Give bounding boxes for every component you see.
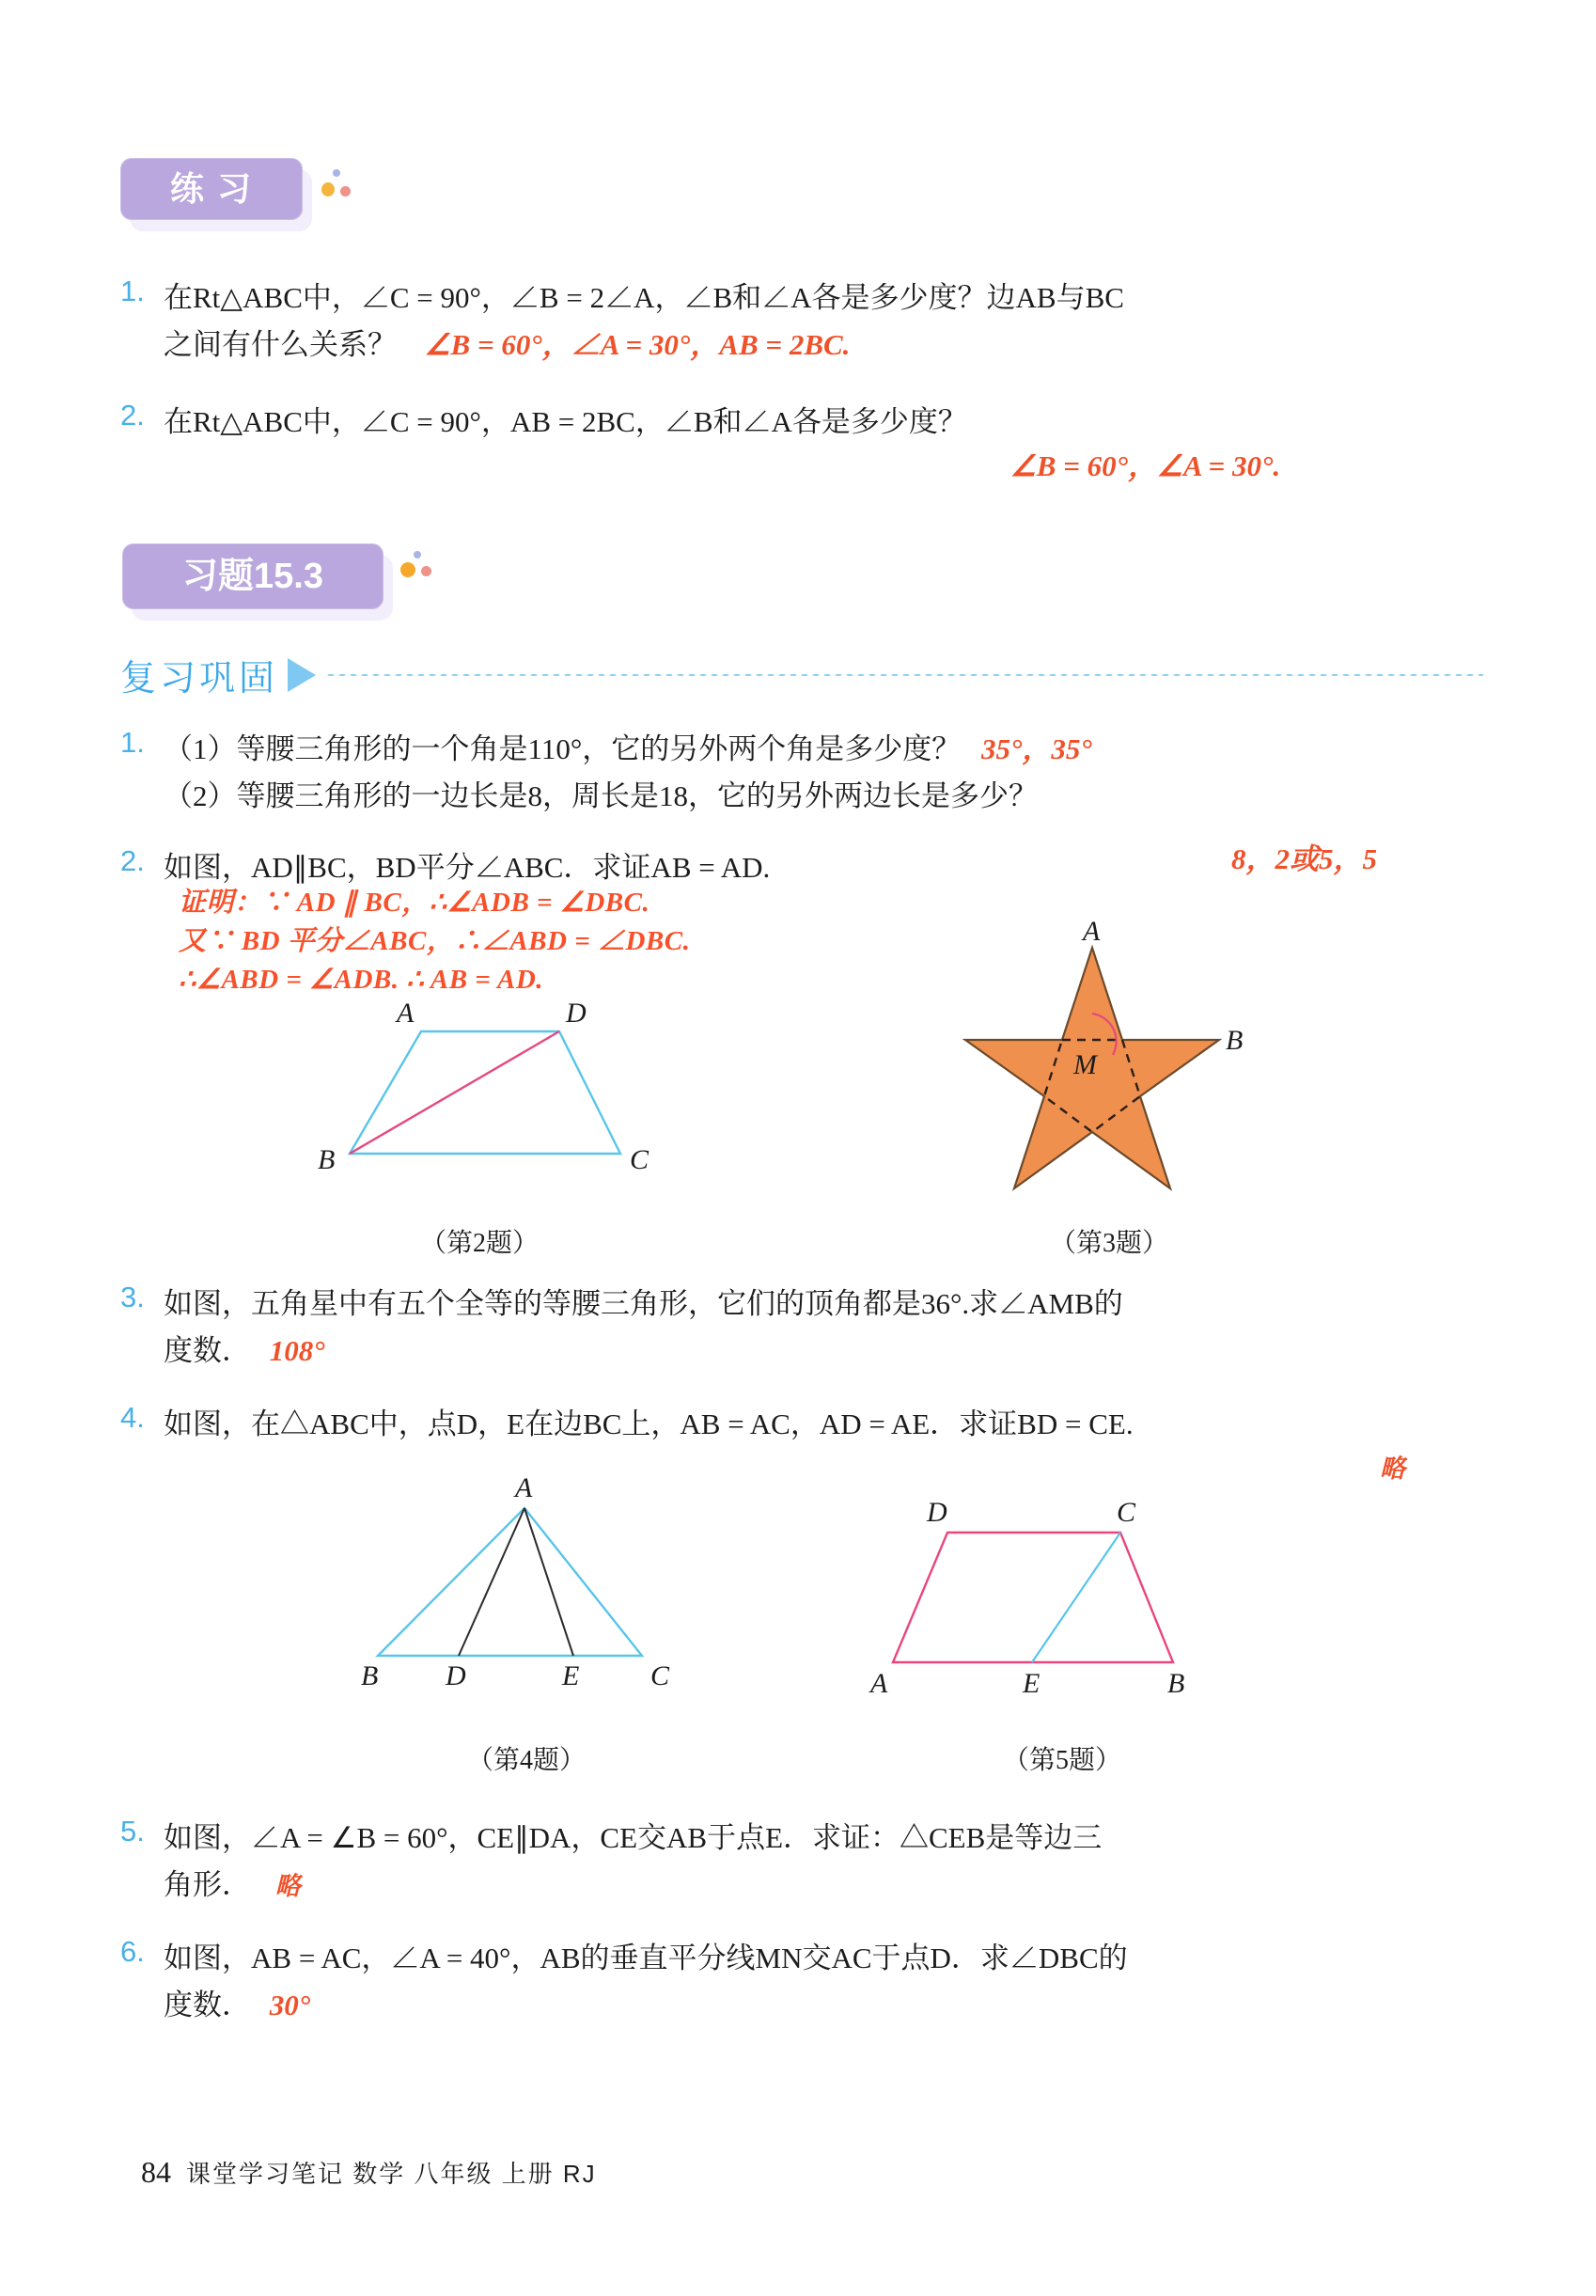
segment-ae [524, 1508, 573, 1656]
page-footer [141, 2155, 597, 2190]
figure-3-label-m: M [1073, 1049, 1097, 1080]
exercise-item-1-number: 1. [120, 726, 145, 759]
handwriting-line-2: 又∵ BD 平分∠ABC，∴∠ABD = ∠DBC. [179, 926, 691, 957]
decoration-dot-blue [333, 169, 340, 177]
exercise-item-3-number: 3. [120, 1281, 145, 1313]
practice-banner-label: 练 习 [169, 169, 253, 208]
exercise-item-2-line-1: 如图，AD∥BC，BD平分∠ABC．求证AB = AD. [164, 851, 771, 884]
figure-5-caption: （第5题） [1002, 1746, 1121, 1775]
figure-2-caption: （第2题） [419, 1229, 539, 1258]
exercise-item-1-answer-2: 8，2或5，5 [1231, 842, 1377, 875]
exercise-item-6-body [164, 1935, 1128, 2029]
exercise-item-4-body [164, 1401, 1134, 1448]
exercise-item-6-number: 6. [120, 1935, 145, 1968]
figure-4-label-c: C [650, 1660, 670, 1691]
exercise-item-3-line-1: 如图，五角星中有五个全等的等腰三角形，它们的顶角都是36°.求∠AMB的 [164, 1287, 1123, 1320]
exercise-item-3-line-2: 度数． 108° [164, 1334, 325, 1368]
practice-item-1-line-1: 在Rt△ABC中，∠C = 90°，∠B = 2∠A，∠B和∠A各是多少度？边AB与BC [164, 281, 1124, 314]
exercise-item-4-answer: 略 [1380, 1455, 1405, 1483]
figure-2-svg [310, 1011, 667, 1236]
practice-banner-chip [120, 158, 303, 220]
decoration-dot-pink [340, 186, 351, 197]
figure-5-label-a: A [870, 1668, 888, 1699]
decoration-dot-orange-2 [400, 562, 415, 577]
figure-2-label-b: B [318, 1144, 336, 1175]
exercise-item-6-answer: 30° [269, 1989, 311, 2022]
exercise-item-5-line-1: 如图，∠A = ∠B = 60°，CE∥DA，CE交AB于点E．求证：△CEB是等边三 [164, 1821, 1103, 1854]
exercise-item-3-body [164, 1281, 1123, 1375]
figure-4-label-a: A [515, 1472, 533, 1503]
segment-ad [459, 1508, 524, 1656]
figure-2-label-c: C [630, 1144, 649, 1175]
figure-4-label-b: B [361, 1660, 379, 1691]
figure-3-svg [951, 938, 1271, 1220]
figure-3-label-b: B [1226, 1025, 1244, 1056]
figure-2-label-d: D [566, 998, 587, 1029]
figure-3-label-a: A [1083, 916, 1101, 947]
section-header-review [120, 649, 1483, 700]
practice-item-1-body [164, 275, 1124, 369]
figure-5-label-d: D [927, 1497, 947, 1528]
exercise-item-2-handwriting [179, 884, 1025, 1000]
triangle-arrow-icon [288, 658, 316, 692]
figure-5-svg [874, 1521, 1213, 1709]
dotted-rule [325, 673, 1483, 677]
diagonal-bd [350, 1031, 559, 1154]
figure-5-label-c: C [1117, 1497, 1136, 1528]
triangle-abc-outline [378, 1508, 642, 1656]
figure-3-caption: （第3题） [1049, 1229, 1168, 1258]
exercise-banner [122, 543, 383, 609]
trapezoid-outline [350, 1031, 620, 1154]
exercise-banner-decoration [399, 551, 436, 589]
decoration-dot-blue-2 [414, 551, 421, 558]
practice-item-2-answer: ∠B = 60°，∠A = 30°. [1010, 449, 1281, 482]
figure-4-caption: （第4题） [466, 1746, 586, 1775]
exercise-item-5-body [164, 1815, 1102, 1909]
practice-item-2-number: 2. [120, 399, 145, 432]
exercise-banner-label: 习题15.3 [182, 557, 323, 596]
handwriting-line-3: ∴∠ABD = ∠ADB. ∴ AB = AD. [179, 965, 544, 996]
practice-item-1-number: 1. [120, 275, 145, 307]
exercise-item-4-number: 4. [120, 1401, 145, 1434]
exercise-item-6-line-1: 如图，AB = AC，∠A = 40°，AB的垂直平分线MN交AC于点D．求∠DBC的 [164, 1942, 1128, 1974]
figure-4-label-e: E [562, 1660, 580, 1691]
figure-problem-3 [951, 916, 1271, 1220]
practice-item-1 [120, 275, 1483, 369]
figure-2-label-a: A [397, 998, 415, 1029]
exercise-item-5-answer: 略 [274, 1872, 301, 1901]
figure-problem-4 [348, 1472, 705, 1691]
decoration-dot-orange [321, 182, 335, 197]
exercise-item-6-line-2: 度数． 30° [164, 1989, 311, 2022]
exercise-item-1 [120, 726, 1483, 820]
exercise-item-5 [120, 1815, 1530, 1909]
practice-item-2 [120, 399, 1483, 446]
handwriting-line-1: 证明：∵ AD ∥ BC，∴∠ADB = ∠DBC. [179, 888, 650, 918]
figure-5-label-e: E [1023, 1668, 1041, 1699]
practice-item-2-body [164, 399, 967, 446]
exercise-banner-chip [122, 543, 383, 609]
figure-problem-5 [870, 1497, 1213, 1709]
exercise-item-1-line-2: （2）等腰三角形的一边长是8，周长是18，它的另外两边长是多少？ [164, 779, 1038, 813]
section-header-label: 复习巩固 [120, 659, 279, 699]
trapezoid-abcd-outline [893, 1533, 1173, 1662]
practice-item-1-line-2: 之间有什么关系？ ∠B = 60°，∠A = 30°，AB = 2BC. [164, 328, 851, 362]
practice-item-1-answer: ∠B = 60°，∠A = 30°，AB = 2BC. [424, 328, 851, 362]
exercise-item-3 [120, 1281, 1483, 1375]
figure-4-label-d: D [446, 1660, 466, 1691]
exercise-item-1-answer-1: 35°，35° [981, 732, 1092, 765]
exercise-item-5-line-2: 角形． 略 [164, 1868, 301, 1902]
footer-page-number: 84 [141, 2155, 171, 2189]
decoration-dot-pink-2 [421, 566, 431, 576]
figure-problem-2 [310, 998, 667, 1236]
exercise-item-1-body [164, 726, 1092, 820]
practice-banner-decoration [320, 169, 357, 207]
exercise-item-4 [120, 1401, 1530, 1448]
exercise-item-5-number: 5. [120, 1815, 145, 1848]
segment-ce [1032, 1533, 1120, 1662]
exercise-item-4-line-1: 如图，在△ABC中，点D，E在边BC上，AB = AC，AD = AE．求证BD = CE. [164, 1407, 1134, 1440]
exercise-item-1-line-1: （1）等腰三角形的一个角是110°，它的另外两个角是多少度？ 35°，35° [164, 732, 1092, 765]
practice-item-2-line-1: 在Rt△ABC中，∠C = 90°，AB = 2BC，∠B和∠A各是多少度？ [164, 405, 967, 438]
exercise-item-6 [120, 1935, 1530, 2029]
exercise-item-2-number: 2. [120, 844, 145, 877]
figure-5-label-b: B [1167, 1668, 1185, 1699]
practice-banner [120, 158, 303, 220]
footer-text: 课堂学习笔记 数学 八年级 上册 RJ [186, 2160, 597, 2188]
exercise-item-3-answer: 108° [269, 1334, 325, 1368]
